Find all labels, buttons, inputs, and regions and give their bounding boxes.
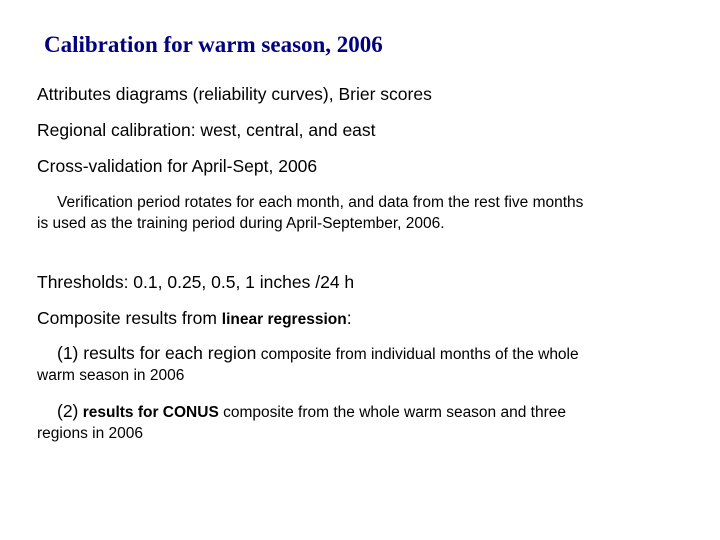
bullet-composite: [37, 308, 352, 330]
item-1-rest: composite from individual months of the whole warm season in 2006: [37, 346, 579, 384]
verification-text: Verification period rotates for each month, and data from the rest five months is used as the training period during April-September, 2006.: [37, 194, 584, 232]
slide-title: Calibration for warm season, 2006: [44, 32, 383, 57]
bullet-cross-validation: Cross-validation for April-Sept, 2006: [37, 156, 318, 176]
composite-method: linear regression: [221, 311, 347, 328]
bullet-thresholds: Thresholds: 0.1, 0.25, 0.5, 1 inches /24 h: [37, 272, 355, 292]
item-1-paragraph: [37, 343, 597, 386]
composite-suffix: :: [346, 308, 352, 328]
item-2-paragraph: [37, 401, 597, 444]
item-2-bold: results for CONUS: [78, 404, 219, 421]
composite-prefix: Composite results from: [37, 308, 222, 328]
bullet-attributes: Attributes diagrams (reliability curves), Brier scores: [37, 84, 432, 104]
item-2-label: (2): [57, 401, 79, 421]
item-2-rest: composite from the whole warm season and three regions in 2006: [37, 404, 566, 442]
verification-paragraph: [37, 192, 597, 234]
bullet-regional-calibration: Regional calibration: west, central, and east: [37, 120, 376, 140]
item-1-label: (1) results for each region: [57, 343, 257, 363]
